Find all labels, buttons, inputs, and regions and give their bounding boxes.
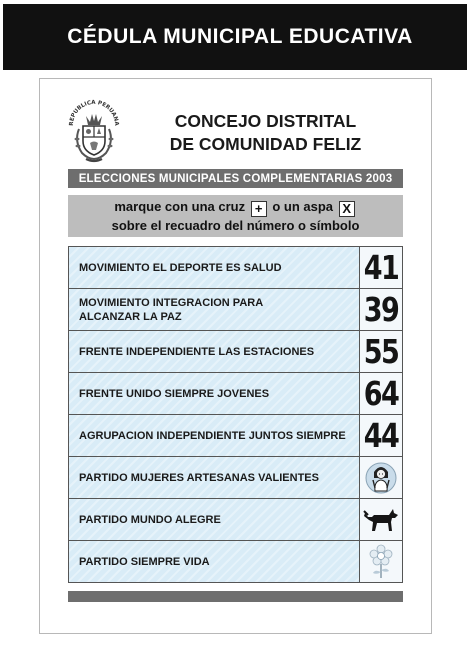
party-number: 44 [363, 416, 399, 455]
ballot-row [68, 373, 403, 415]
vote-box[interactable] [359, 373, 403, 414]
vote-box[interactable] [359, 499, 403, 540]
party-name-line1: AGRUPACION INDEPENDIENTE JUNTOS SIEMPRE [79, 429, 346, 442]
party-name-line1: PARTIDO MUNDO ALEGRE [79, 513, 221, 526]
council-name [128, 110, 403, 156]
party-number: 64 [363, 374, 399, 413]
party-name [68, 541, 359, 582]
ballot-row [68, 331, 403, 373]
vote-box[interactable] [359, 331, 403, 372]
x-mark-icon: X [339, 201, 355, 217]
instructions-line2: sobre el recuadro del número o símbolo [111, 218, 360, 233]
party-number: 39 [363, 290, 399, 329]
seal-label: REPUBLICA PERUANA [68, 99, 120, 126]
party-name [68, 415, 359, 456]
vote-box[interactable] [359, 541, 403, 582]
footer-band [68, 591, 403, 602]
ballot-row [68, 415, 403, 457]
party-name-line2: ALCANZAR LA PAZ [79, 310, 182, 323]
ballot-header [3, 4, 467, 70]
election-title: ELECCIONES MUNICIPALES COMPLEMENTARIAS 2003 [78, 172, 393, 185]
instructions-prefix: marque con una cruz [114, 199, 246, 214]
council-name-line1: CONCEJO DISTRITAL [174, 111, 357, 131]
flower-icon [365, 544, 397, 580]
party-name-line1: FRENTE UNIDO SIEMPRE JOVENES [79, 387, 270, 400]
party-name [68, 331, 359, 372]
vote-box[interactable] [359, 457, 403, 498]
ballot-row [68, 289, 403, 331]
ballot-row [68, 457, 403, 499]
dog-icon [362, 503, 400, 537]
party-name-line1: MOVIMIENTO INTEGRACION PARA [79, 296, 264, 309]
vote-box[interactable] [359, 289, 403, 330]
election-title-band [68, 169, 403, 188]
cross-mark-icon: + [251, 201, 267, 217]
party-name-line1: MOVIMIENTO EL DEPORTE ES SALUD [79, 261, 282, 274]
ballot-options [68, 246, 403, 583]
party-name [68, 373, 359, 414]
party-name [68, 499, 359, 540]
party-number: 41 [363, 248, 399, 287]
artisan-woman-icon [363, 460, 399, 496]
party-name [68, 247, 359, 288]
peru-coat-of-arms-icon [66, 99, 122, 165]
council-name-line2: DE COMUNIDAD FELIZ [169, 134, 362, 154]
ballot-row [68, 541, 403, 583]
ballot-title: CÉDULA MUNICIPAL EDUCATIVA [67, 25, 413, 48]
party-name-line1: PARTIDO SIEMPRE VIDA [79, 555, 210, 568]
vote-box[interactable] [359, 247, 403, 288]
party-name-line1: FRENTE INDEPENDIENTE LAS ESTACIONES [79, 345, 315, 358]
voting-instructions [68, 195, 403, 237]
instructions-middle: o un aspa [272, 199, 334, 214]
party-number: 55 [363, 332, 399, 371]
ballot-row [68, 499, 403, 541]
party-name [68, 457, 359, 498]
party-name-line1: PARTIDO MUJERES ARTESANAS VALIENTES [79, 471, 319, 484]
party-name [68, 289, 359, 330]
vote-box[interactable] [359, 415, 403, 456]
ballot-row [68, 247, 403, 289]
instructions-line1 [68, 198, 403, 217]
